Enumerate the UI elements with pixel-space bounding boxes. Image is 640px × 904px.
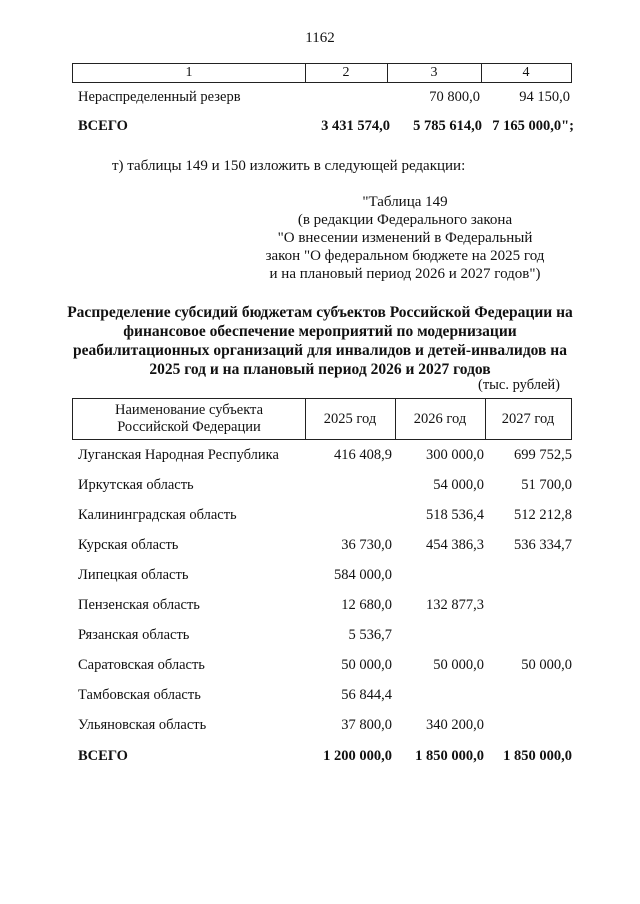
row-name: Калининградская область <box>78 507 237 523</box>
total-2025: 1 200 000,0 <box>323 748 392 764</box>
row-2026: 300 000,0 <box>426 447 484 463</box>
row-2027: 51 700,0 <box>521 477 572 493</box>
quote-line-3: "О внесении изменений в Федеральный <box>277 230 533 246</box>
row-2027: 512 212,8 <box>514 507 572 523</box>
row-2025: 56 844,4 <box>341 687 392 703</box>
header-subject-line-1: Наименование субъекта <box>114 402 264 418</box>
quote-line-1: "Таблица 149 <box>362 194 448 210</box>
row-name: Липецкая область <box>78 567 189 583</box>
page-number: 1162 <box>305 30 335 46</box>
row-2026: 132 877,3 <box>426 597 484 613</box>
prev-total-col2: 3 431 574,0 <box>321 118 390 134</box>
quote-line-5: и на плановый период 2026 и 2027 годов") <box>269 266 541 282</box>
row-name: Пензенская область <box>78 597 200 613</box>
title-line-3: реабилитационных организаций для инвалидов и детей-инвалидов на <box>73 342 567 359</box>
row-2027: 699 752,5 <box>514 447 572 463</box>
row-name: Курская область <box>78 537 179 553</box>
reserve-row-col4: 94 150,0 <box>519 89 570 105</box>
row-2026: 54 000,0 <box>433 477 484 493</box>
row-2026: 50 000,0 <box>433 657 484 673</box>
units-label: (тыс. рублей) <box>478 377 560 393</box>
header-subject-line-2: Российской Федерации <box>117 419 261 435</box>
quote-line-2: (в редакции Федерального закона <box>297 212 513 228</box>
continuation-table-header <box>72 63 572 83</box>
row-2025: 50 000,0 <box>341 657 392 673</box>
instruction-text: т) таблицы 149 и 150 изложить в следующей редакции: <box>112 158 466 174</box>
row-name: Рязанская область <box>78 627 190 643</box>
row-name: Тамбовская область <box>78 687 201 703</box>
title-line-2: финансовое обеспечение мероприятий по модернизации <box>123 323 517 340</box>
column-number-3: 3 <box>430 65 438 80</box>
quote-line-4: закон "О федеральном бюджете на 2025 год <box>265 248 545 264</box>
header-subject-name <box>73 399 305 439</box>
column-number-2: 2 <box>342 65 350 80</box>
row-2025: 5 536,7 <box>348 627 392 643</box>
reserve-row-name: Нераспределенный резерв <box>78 89 241 105</box>
row-2026: 340 200,0 <box>426 717 484 733</box>
title-line-1: Распределение субсидий бюджетам субъектов Российской Федерации на <box>67 304 573 321</box>
row-2026: 454 386,3 <box>426 537 484 553</box>
title-line-4: 2025 год и на плановый период 2026 и 2027 годов <box>149 361 491 378</box>
row-2026: 518 536,4 <box>426 507 484 523</box>
row-2025: 416 408,9 <box>334 447 392 463</box>
header-2025: 2025 год <box>323 410 377 427</box>
prev-total-col4: 7 165 000,0"; <box>492 118 574 134</box>
row-name: Иркутская область <box>78 477 194 493</box>
prev-total-name: ВСЕГО <box>78 118 128 134</box>
row-name: Саратовская область <box>78 657 205 673</box>
total-2026: 1 850 000,0 <box>415 748 484 764</box>
main-table-header <box>72 398 572 440</box>
total-2027: 1 850 000,0 <box>503 748 572 764</box>
reserve-row-col3: 70 800,0 <box>429 89 480 105</box>
row-name: Ульяновская область <box>78 717 207 733</box>
header-2027: 2027 год <box>501 410 555 427</box>
total-name: ВСЕГО <box>78 748 128 764</box>
row-name: Луганская Народная Республика <box>78 447 279 463</box>
row-2027: 50 000,0 <box>521 657 572 673</box>
row-2025: 584 000,0 <box>334 567 392 583</box>
column-number-1: 1 <box>185 65 193 80</box>
column-number-4: 4 <box>522 65 530 80</box>
row-2025: 36 730,0 <box>341 537 392 553</box>
table-title <box>60 303 580 379</box>
prev-total-col3: 5 785 614,0 <box>413 118 482 134</box>
row-2027: 536 334,7 <box>514 537 572 553</box>
header-2026: 2026 год <box>413 410 467 427</box>
table-caption-quote <box>240 193 570 283</box>
row-2025: 37 800,0 <box>341 717 392 733</box>
row-2025: 12 680,0 <box>341 597 392 613</box>
